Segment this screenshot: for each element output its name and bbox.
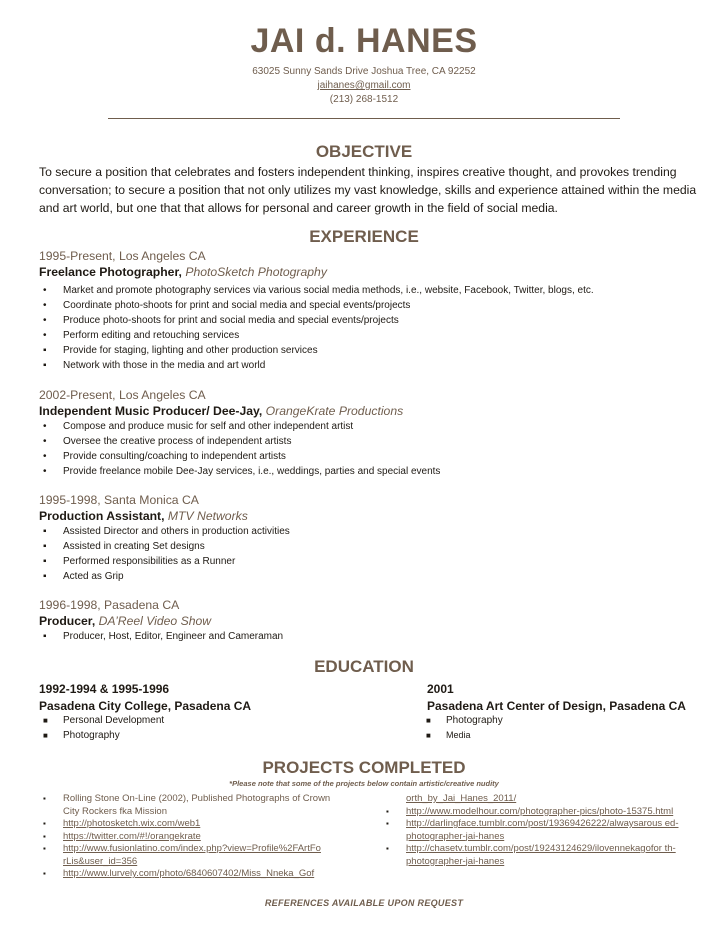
list-item: • Compose and produce music for self and other independent artist xyxy=(43,421,354,432)
job-period: 2002-Present, Los Angeles CA xyxy=(39,388,206,402)
education-heading: EDUCATION xyxy=(314,657,414,676)
education-years: 1992-1994 & 1995-1996 xyxy=(39,682,170,696)
job-company: OrangeKrate Productions xyxy=(265,404,404,418)
education-items xyxy=(422,713,503,743)
project-link-continuation[interactable]: orth_by_Jai_Hanes_2011/ xyxy=(406,793,517,804)
phone: (213) 268-1512 xyxy=(329,94,399,105)
job-role: Freelance Photographer xyxy=(39,265,179,279)
list-item: • Oversee the creative process of independent artists xyxy=(43,436,292,447)
job-bullets xyxy=(39,419,440,479)
job-role: Independent Music Producer/ Dee-Jay xyxy=(39,404,259,418)
job-title: Independent Music Producer/ Dee-Jay, OrangeKrate Productions xyxy=(39,404,404,418)
list-item: ▪ Assisted Director and others in production activities xyxy=(43,526,290,537)
list-item: ▪ http://photosketch.wix.com/web1 xyxy=(43,818,201,829)
list-item xyxy=(382,793,694,806)
list-item: ▪ http://darlingface.tumblr.com/post/19369426222/alwaysarous ed-photographer-jai-hanes xyxy=(386,818,679,842)
list-item: ▪ http://chasetv.tumblr.com/post/19243124629/ilovennekagofor th-photographer-jai-hanes xyxy=(386,843,676,867)
job-title: Production Assistant, MTV Networks xyxy=(39,509,248,523)
list-item: ■ Personal Development xyxy=(43,715,165,726)
list-item: • Produce photo-shoots for print and social media and special events/projects xyxy=(43,315,399,326)
header-divider xyxy=(108,118,620,119)
projects-heading: PROJECTS COMPLETED xyxy=(262,758,466,777)
objective-heading: OBJECTIVE xyxy=(315,142,413,161)
references-footer: REFERENCES AVAILABLE UPON REQUEST xyxy=(264,898,464,908)
list-item: ▪ http://www.fusionlatino.com/index.php?view=Profile%2FArtFo rLis&user_id=356 xyxy=(43,843,321,867)
project-link[interactable]: http://www.lurvely.com/photo/6840607402/Miss_Nneka_Gof xyxy=(63,868,315,879)
list-item: ■ Photography xyxy=(426,715,503,726)
project-link[interactable]: http://www.modelhour.com/photographer-pics/photo-15375.html xyxy=(406,805,674,817)
job-company: MTV Networks xyxy=(167,509,248,523)
email-line xyxy=(0,80,728,91)
list-item: ▪ Provide for staging, lighting and other production services xyxy=(43,345,318,356)
job-title: Freelance Photographer, PhotoSketch Photography xyxy=(39,265,327,279)
job-bullets xyxy=(39,283,594,373)
list-item: ▪ http://www.modelhour.com/photographer-pics/photo-15375.html xyxy=(386,805,674,817)
list-item: • Provide freelance mobile Dee-Jay services, i.e., weddings, parties and special events xyxy=(43,466,441,477)
list-item: • Perform editing and retouching services xyxy=(43,330,240,341)
list-item: ▪ Rolling Stone On-Line (2002), Published Photographs of Crown City Rockers fka Mission xyxy=(43,793,331,817)
job-role: Production Assistant xyxy=(39,509,162,523)
job-bullets xyxy=(39,524,290,584)
list-item: ■ Media xyxy=(426,730,471,740)
projects-list-left xyxy=(39,793,344,881)
job-period: 1996-1998, Pasadena CA xyxy=(39,598,180,612)
nudity-note: *Please note that some of the projects below contain artistic/creative nudity xyxy=(229,779,499,788)
objective-text: To secure a position that celebrates and fosters independent thinking, inspires creative thought, and provokes trending conversation; to secure a position that not only utilizes my vast knowledge, skills and experience attained within the media and art world, but one that that allows for personal and career growth in the field of social media. xyxy=(39,165,697,215)
job-company: DA’Reel Video Show xyxy=(98,614,212,628)
list-item: ▪ Acted as Grip xyxy=(43,571,124,582)
education-entry xyxy=(39,681,251,715)
list-item: ▪ Producer, Host, Editor, Engineer and Cameraman xyxy=(43,631,284,642)
education-entry xyxy=(427,681,686,715)
list-item: ▪ Network with those in the media and art world xyxy=(43,360,266,371)
job-period: 1995-1998, Santa Monica CA xyxy=(39,493,199,507)
job-role: Producer xyxy=(39,614,92,628)
project-link[interactable]: http://darlingface.tumblr.com/post/19369426222/alwaysarous ed-photographer-jai-hanes xyxy=(406,818,679,842)
project-link[interactable]: http://chasetv.tumblr.com/post/19243124629/ilovennekagofor th-photographer-jai-hanes xyxy=(406,843,676,867)
email-link[interactable]: jaihanes@gmail.com xyxy=(317,80,411,91)
list-item: ▪ Assisted in creating Set designs xyxy=(43,541,205,552)
experience-heading: EXPERIENCE xyxy=(309,227,419,246)
projects-list-right xyxy=(382,793,694,868)
project-link[interactable]: https://twitter.com/#!/orangekrate xyxy=(63,830,201,842)
list-item: • Market and promote photography services via various social media methods, i.e., website, Facebook, Twitter, blogs, etc. xyxy=(43,285,594,296)
education-items xyxy=(39,713,164,743)
list-item: • Provide consulting/coaching to independent artists xyxy=(43,451,286,462)
list-item: ■ Photography xyxy=(43,730,120,741)
resume-name: JAI d. HANES xyxy=(250,22,478,60)
project-link[interactable]: http://www.fusionlatino.com/index.php?view=Profile%2FArtFo rLis&user_id=356 xyxy=(63,843,321,867)
list-item: ▪ Performed responsibilities as a Runner xyxy=(43,556,236,567)
list-item: ▪ https://twitter.com/#!/orangekrate xyxy=(43,830,201,842)
education-school: Pasadena City College, Pasadena CA xyxy=(39,699,252,713)
job-title: Producer, DA’Reel Video Show xyxy=(39,614,212,628)
list-item: ▪ http://www.lurvely.com/photo/6840607402/Miss_Nneka_Gof xyxy=(43,868,315,879)
project-text: Rolling Stone On-Line (2002), Published Photographs of Crown City Rockers fka Mission xyxy=(63,793,331,817)
education-years: 2001 xyxy=(427,682,454,696)
education-school: Pasadena Art Center of Design, Pasadena CA xyxy=(427,699,686,713)
job-bullets xyxy=(39,629,283,644)
job-period: 1995-Present, Los Angeles CA xyxy=(39,249,206,263)
list-item: • Coordinate photo-shoots for print and social media and special events/projects xyxy=(43,300,411,311)
project-link[interactable]: http://photosketch.wix.com/web1 xyxy=(63,818,201,829)
job-company: PhotoSketch Photography xyxy=(185,265,327,279)
address: 63025 Sunny Sands Drive Joshua Tree, CA 92252 xyxy=(252,66,476,77)
